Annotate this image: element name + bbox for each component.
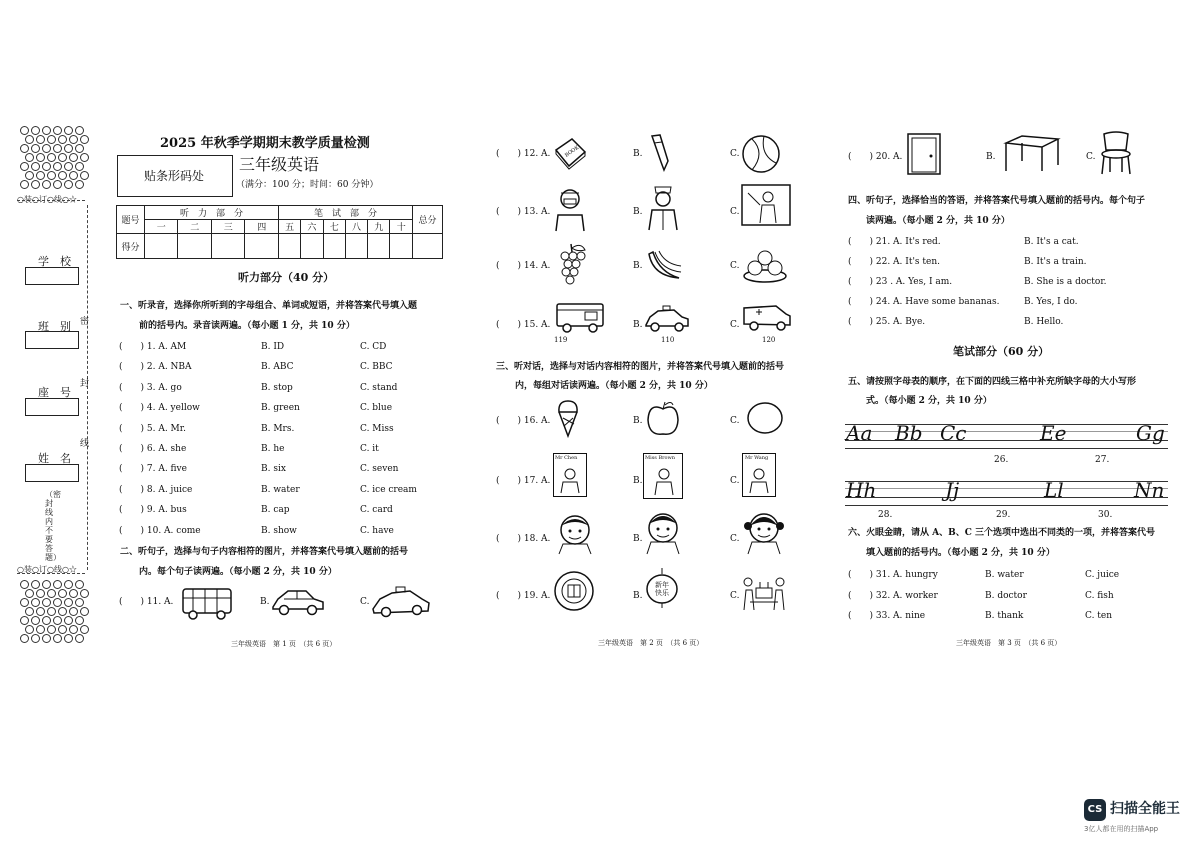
q1-item-option-a: ( ) 3. A. go [119,382,182,393]
binding-hole [47,171,56,180]
binding-hole [53,144,62,153]
binding-hole [64,180,73,189]
binding-hole [36,135,45,144]
binding-hole [31,126,40,135]
binding-hole [75,580,84,589]
binding-hole [69,625,78,634]
blank-28: 28. [878,510,893,520]
side-char-feng: 封 [80,379,90,389]
binding-hole [75,180,84,189]
q6-instruction-2: 填入题前的括号内。（每小题 2 分，共 10 分） [866,548,1055,558]
watermark-name: 扫描全能王 [1110,801,1180,817]
seat-field[interactable] [25,398,79,416]
cut-line-bottom: ○装○订○线○☆ [17,565,77,574]
q6-item-option-b: B. thank [985,611,1024,621]
letters-cc: Cc [940,421,967,445]
binding-hole [42,126,51,135]
binding-hole [80,153,89,162]
binding-hole [75,634,84,643]
q19-c-label: C. [730,591,740,601]
binding-hole [53,598,62,607]
person-icon [747,466,771,494]
writing-section-title: 笔试部分（60 分） [953,345,1050,358]
blank-27: 27. [1095,455,1110,465]
binding-hole [31,162,40,171]
q12-label: ( ) 12. A. [496,149,551,159]
q20-c-label: C. [1086,152,1096,162]
q4-item-option-a: ( ) 24. A. Have some bananas. [848,297,1000,307]
writing-header: 笔 试 部 分 [278,206,412,220]
apple-icon [645,400,681,438]
score-cell[interactable] [178,234,211,259]
binding-hole [20,634,29,643]
q1-item-option-c: C. BBC [360,362,393,373]
q4-item-option-b: B. Hello. [1024,317,1064,327]
pen-icon [648,133,674,173]
binding-hole [53,162,62,171]
cut-line-top: ○装○订○线○☆ [17,195,77,204]
q17-b-label: B. [633,476,643,486]
col-4: 四 [245,220,279,234]
q4-instruction-2: 读两遍。（每小题 2 分，共 10 分） [866,216,1010,226]
binding-hole [42,616,51,625]
q1-item-option-a: ( ) 7. A. five [119,464,187,475]
binding-hole [58,607,67,616]
blank-30: 30. [1098,510,1113,520]
field-label-seat: 座 号 [38,386,71,399]
ambulance-icon [742,300,792,332]
miss-brown-portrait [643,453,683,499]
col-10: 十 [390,220,413,234]
binding-hole [25,625,34,634]
q15-b-label: B. [633,320,643,330]
exam-title: 2025 年秋季学期期末教学质量检测 [160,136,370,151]
letters-jj: Jj [945,478,960,502]
bananas-icon [645,248,683,282]
q1-item-option-c: C. it [360,444,379,454]
binding-hole [42,144,51,153]
col-2: 二 [178,220,211,234]
binding-hole [75,126,84,135]
q2-instruction-2: 内。每个句子读两遍。（每小题 2 分，共 10 分） [139,567,337,577]
doctor-icon [552,185,588,233]
binding-hole [36,625,45,634]
binding-hole [25,607,34,616]
binding-hole [47,589,56,598]
score-cell[interactable] [245,234,279,259]
binding-hole [42,162,51,171]
ice-cream-icon [555,398,581,438]
score-table [116,205,443,259]
binding-hole [80,625,89,634]
q1-item-option-b: B. Mrs. [261,423,295,434]
binding-hole [53,580,62,589]
binding-hole [36,607,45,616]
q1-item-option-b: B. six [261,464,286,475]
q6-item-option-a: ( ) 33. A. nine [848,611,926,621]
barcode-label: 贴条形码处 [144,169,205,183]
binding-hole [31,616,40,625]
q6-instruction-1: 六、火眼金睛，请从 A、B、C 三个选项中选出不同类的一项，并将答案代号 [848,528,1156,538]
q16-label: ( ) 16. A. [496,416,551,426]
score-cell[interactable] [211,234,244,259]
desk-icon [1002,133,1062,173]
q4-item-option-b: B. She is a doctor. [1024,277,1107,287]
q5-instruction-1: 五、请按照字母表的顺序，在下面的四线三格中补充所缺字母的大小写形 [848,377,1137,387]
ball-icon [740,133,782,175]
q4-item-option-b: B. It's a cat. [1024,237,1079,247]
q12-b-label: B. [633,149,643,159]
q11-b-label: B. [260,597,270,607]
q13-b-label: B. [633,207,643,217]
egg-icon [745,400,785,436]
binding-hole [64,634,73,643]
q15-c-label: C. [730,320,740,330]
page1-footer: 三年级英语 第 1 页 （共 6 页） [231,640,337,648]
nurse-icon [643,182,683,232]
q1-item-option-a: ( ) 5. A. Mr. [119,423,186,434]
score-table-header: 题号 [117,206,145,234]
binding-hole [31,180,40,189]
person-icon [558,466,582,494]
nameplate-miss-brown: Miss Brown [645,455,676,461]
grapes-icon [555,242,589,288]
q1-item-option-a: ( ) 2. A. NBA [119,362,192,373]
binding-hole [36,153,45,162]
taxi-icon [370,585,432,619]
q1-instruction-1: 一、听录音，选择你所听到的字母组合、单词或短语，并将答案代号填入题 [120,301,418,311]
q18-label: ( ) 18. A. [496,534,551,544]
q14-b-label: B. [633,261,643,271]
binding-hole [75,598,84,607]
q19-label: ( ) 19. A. [496,591,551,601]
q1-item-option-a: ( ) 6. A. she [119,444,187,454]
binding-hole [36,589,45,598]
q1-item-option-a: ( ) 8. A. juice [119,484,193,495]
binding-hole [75,162,84,171]
q13-label: ( ) 13. A. [496,207,551,217]
binding-hole [64,598,73,607]
q1-item-option-c: C. ice cream [360,484,417,495]
apples-plate-icon [742,244,788,284]
score-cell[interactable] [345,234,367,259]
fire-engine-icon [555,300,605,334]
q1-item-option-c: C. have [360,525,394,536]
boy-face-icon [555,510,595,556]
binding-hole [25,171,34,180]
binding-hole [80,589,89,598]
binding-hole [20,126,29,135]
q1-item-option-c: C. Miss [360,423,394,434]
q2-instruction-1: 二、听句子，选择与句子内容相符的图片，并将答案代号填入题前的括号 [120,547,409,557]
q6-item-option-a: ( ) 31. A. hungry [848,570,938,580]
letters-ll: Ll [1044,478,1064,502]
lantern-text: 新年快乐 [655,581,669,597]
score-cell[interactable] [390,234,413,259]
bus-number-120: 120 [762,336,776,344]
side-char-mi: 密 [80,317,90,327]
binding-hole [47,607,56,616]
nameplate-mr-chen: Mr Chen [555,455,578,461]
total-header: 总分 [413,206,443,234]
q1-item-option-b: B. show [261,525,297,536]
binding-hole [64,162,73,171]
seal-note: （密封线内不要答题） [45,490,61,562]
q4-item-option-a: ( ) 23 . A. Yes, I am. [848,277,953,287]
camscanner-logo: CS [1084,799,1106,821]
q3-instruction-1: 三、听对话，选择与对话内容相符的图片，并将答案代号填入题前的括号 [496,362,785,372]
q15-label: ( ) 15. A. [496,320,551,330]
q16-c-label: C. [730,416,740,426]
q4-item-option-b: B. Yes, I do. [1024,297,1078,307]
q6-item-option-c: C. fish [1085,590,1114,601]
letters-ee: Ee [1040,421,1067,445]
q19-b-label: B. [633,591,643,601]
binding-hole [53,180,62,189]
binding-hole [58,171,67,180]
nameplate-mr-wang: Mr Wang [745,455,769,461]
q20-b-label: B. [986,152,996,162]
page2-footer: 三年级英语 第 2 页 （共 6 页） [598,639,704,647]
col-1: 一 [145,220,178,234]
letters-nn: Nn [1134,478,1165,502]
q6-item-option-a: ( ) 32. A. worker [848,590,938,601]
q20-label: ( ) 20. A. [848,152,903,162]
q1-item-option-c: C. CD [360,342,387,352]
binding-hole [64,126,73,135]
binding-hole [80,607,89,616]
q4-item-option-a: ( ) 25. A. Bye. [848,317,926,327]
col-8: 八 [345,220,367,234]
q1-item-option-c: C. card [360,505,393,516]
chair-icon [1096,130,1136,176]
binding-hole [20,598,29,607]
binding-hole [64,616,73,625]
score-cell[interactable] [323,234,345,259]
q17-label: ( ) 17. A. [496,476,551,486]
birthday-party-icon [742,570,786,612]
binding-hole [58,589,67,598]
q6-item-option-c: C. juice [1085,570,1120,580]
q18-c-label: C. [730,534,740,544]
binding-hole [42,598,51,607]
binding-hole [75,616,84,625]
watermark-slogan: 3亿人都在用的扫描App [1084,825,1159,833]
binding-hole [25,153,34,162]
book-icon [552,136,588,172]
score-cell[interactable] [278,234,300,259]
q1-item-option-c: C. blue [360,403,393,414]
letters-aa: Aa [846,421,873,445]
q18-b-label: B. [633,534,643,544]
binding-hole [80,135,89,144]
col-7: 七 [323,220,345,234]
q6-item-option-b: B. water [985,570,1024,580]
col-3: 三 [211,220,244,234]
q1-item-option-b: B. cap [261,505,290,516]
binding-hole [53,126,62,135]
police-car-icon [644,305,690,333]
bus-number-110: 110 [661,336,675,344]
score-cell[interactable] [145,234,178,259]
bus-icon [180,585,236,621]
binding-hole [69,153,78,162]
binding-hole [69,171,78,180]
bus-number-119: 119 [554,336,568,344]
binding-hole [42,634,51,643]
side-char-xian: 线 [80,439,90,449]
binding-hole [47,135,56,144]
binding-hole [20,580,29,589]
lantern-icon [645,568,679,608]
binding-hole [75,144,84,153]
binding-hole [31,598,40,607]
binding-hole [47,153,56,162]
binding-hole [31,634,40,643]
class-field[interactable] [25,331,79,349]
person-icon [652,466,676,496]
binding-hole [20,180,29,189]
barcode-box [117,155,233,197]
letters-hh: Hh [846,478,877,502]
q4-instruction-1: 四、听句子，选择恰当的答语，并将答案代号填入题前的括号内。每个句子 [848,196,1146,206]
q11-c-label: C. [360,597,370,607]
q1-item-option-b: B. he [261,444,285,454]
binding-hole [80,171,89,180]
q1-item-option-a: ( ) 10. A. come [119,525,201,536]
binding-hole [25,135,34,144]
q5-instruction-2: 式。（每小题 2 分，共 10 分） [866,396,992,406]
q13-c-label: C. [730,207,740,217]
binding-hole [20,162,29,171]
mr-chen-portrait [553,453,587,497]
q4-item-option-b: B. It's a train. [1024,257,1087,267]
letters-bb: Bb [895,421,923,445]
q1-item-option-b: B. ID [261,342,285,352]
binding-hole [36,171,45,180]
binding-hole [25,589,34,598]
binding-hole [53,616,62,625]
svg-text:BOOK: BOOK [563,144,581,159]
binding-hole [69,135,78,144]
q1-item-option-a: ( ) 9. A. bus [119,505,187,516]
score-cell[interactable] [301,234,323,259]
binding-hole [69,607,78,616]
q6-item-option-c: C. ten [1085,611,1113,621]
field-label-name: 姓 名 [38,452,71,465]
field-label-class: 班 别 [38,320,71,333]
binding-hole [64,580,73,589]
q1-item-option-c: C. seven [360,464,399,475]
q1-item-option-b: B. stop [261,382,293,393]
q1-item-option-a: ( ) 1. A. AM [119,342,187,352]
q16-b-label: B. [633,416,643,426]
blank-29: 29. [996,510,1011,520]
binding-hole [42,180,51,189]
field-label-school: 学 校 [38,255,71,268]
listening-section-title: 听力部分（40 分） [238,271,335,284]
q11-label: ( ) 11. A. [119,597,174,607]
cut-line-top-dash [17,200,85,201]
door-icon [904,132,944,176]
binding-hole [20,616,29,625]
emblem-icon [553,570,595,612]
binding-hole [31,144,40,153]
subject-title: 三年级英语 [239,155,320,174]
boy-face-2-icon [643,508,683,556]
score-cell[interactable] [368,234,390,259]
binding-hole [47,625,56,634]
teacher-icon [740,183,792,229]
binding-hole [53,634,62,643]
q1-instruction-2: 前的括号内。录音读两遍。（每小题 1 分，共 10 分） [139,321,355,331]
score-row-header: 得分 [117,234,145,259]
q1-item-option-b: B. green [261,403,300,414]
q3-instruction-2: 内，每组对话读两遍。（每小题 2 分，共 10 分） [515,381,713,391]
binding-hole [58,625,67,634]
q17-c-label: C. [730,476,740,486]
col-9: 九 [368,220,390,234]
mr-wang-portrait [742,453,776,497]
binding-hole [31,580,40,589]
q1-item-option-c: C. stand [360,382,398,393]
girl-face-icon [742,508,786,556]
q1-item-option-b: B. water [261,484,300,495]
score-info: （满分：100 分；时间：60 分钟） [236,180,379,190]
binding-hole [64,144,73,153]
q14-label: ( ) 14. A. [496,261,551,271]
letters-gg: Gg [1136,421,1165,445]
q4-item-option-a: ( ) 22. A. It's ten. [848,257,941,267]
binding-hole [58,153,67,162]
binding-hole [69,589,78,598]
school-field[interactable] [25,267,79,285]
q12-c-label: C. [730,149,740,159]
blank-26: 26. [994,455,1009,465]
q1-item-option-a: ( ) 4. A. yellow [119,403,200,414]
binding-hole [58,135,67,144]
col-6: 六 [301,220,323,234]
score-cell[interactable] [413,234,443,259]
listening-header: 听 力 部 分 [145,206,279,220]
binding-hole [20,144,29,153]
q14-c-label: C. [730,261,740,271]
q1-item-option-b: B. ABC [261,362,294,373]
binding-hole [42,580,51,589]
name-field[interactable] [25,464,79,482]
car-icon [270,587,326,617]
page3-footer: 三年级英语 第 3 页 （共 6 页） [956,639,1062,647]
q4-item-option-a: ( ) 21. A. It's red. [848,237,941,247]
col-5: 五 [278,220,300,234]
q6-item-option-b: B. doctor [985,590,1027,601]
